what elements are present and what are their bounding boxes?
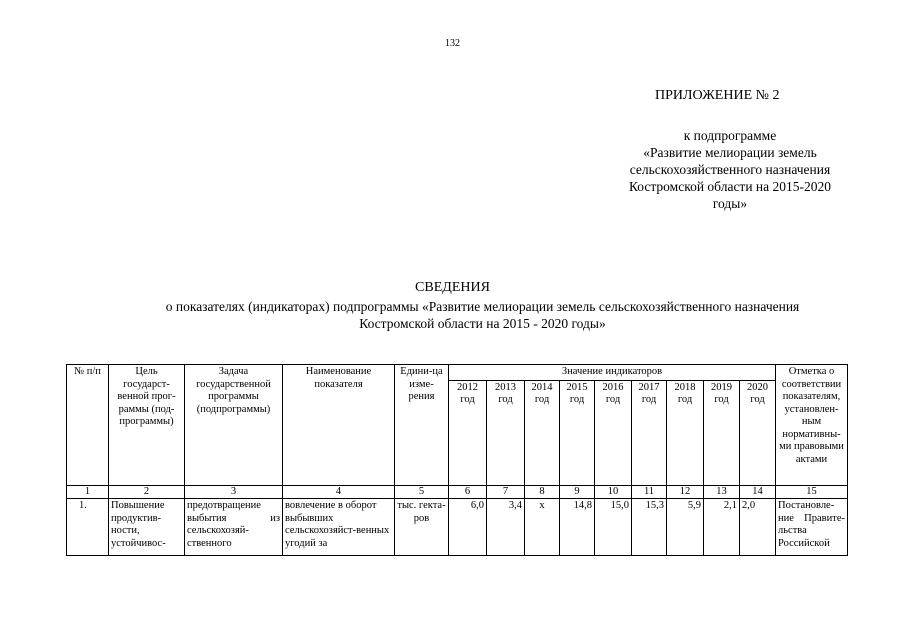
row-indicator: вовлечение в оборот выбывших сельскохозяйст-венных угодий за — [283, 499, 395, 556]
appendix-line: сельскохозяйственного назначения — [629, 162, 831, 177]
appendix-line: «Развитие мелиорации земель — [643, 145, 817, 160]
year-header — [525, 380, 560, 486]
row-value: 2,0 — [740, 499, 776, 556]
year-number: 2014 — [531, 381, 553, 393]
header-values-group: Значение индикаторов — [449, 365, 776, 381]
row-goal: Повышение продуктив-ности, устойчивос- — [109, 499, 185, 556]
row-value: 5,9 — [667, 499, 704, 556]
column-number: 10 — [595, 486, 632, 499]
header-unit: Едини-ца изме-рения — [395, 365, 449, 486]
year-number: 2016 — [602, 381, 624, 393]
year-label: год — [750, 394, 765, 405]
indicators-table — [66, 364, 848, 556]
document-subtitle — [60, 298, 905, 332]
year-label: год — [569, 394, 585, 405]
year-header — [595, 380, 632, 486]
table-header-row — [67, 365, 848, 381]
header-task: Задача государственной программы (подпрограммы) — [185, 365, 283, 486]
header-indicator: Наименование показателя — [283, 365, 395, 486]
table-row — [67, 499, 848, 556]
row-note: Постановле-ние Правите-льства Российской — [776, 499, 848, 556]
column-number: 11 — [632, 486, 667, 499]
year-header — [667, 380, 704, 486]
year-number: 2013 — [495, 381, 516, 393]
year-label: год — [534, 394, 550, 405]
year-label: год — [641, 394, 657, 405]
appendix-line: годы» — [712, 196, 748, 211]
column-number: 14 — [740, 486, 776, 499]
header-num: № п/п — [67, 365, 109, 486]
year-label: год — [605, 394, 621, 405]
year-label: год — [677, 394, 693, 405]
column-number: 8 — [525, 486, 560, 499]
row-value: 14,8 — [560, 499, 595, 556]
year-header — [740, 380, 776, 486]
year-number: 2012 — [457, 381, 478, 393]
document-title: СВЕДЕНИЯ — [415, 280, 490, 295]
year-header — [704, 380, 740, 486]
year-number: 2015 — [566, 381, 588, 393]
column-number: 9 — [560, 486, 595, 499]
appendix-line: Костромской области на 2015-2020 — [628, 179, 832, 194]
year-header — [449, 380, 487, 486]
row-value: 3,4 — [487, 499, 525, 556]
appendix-subtitle — [600, 127, 860, 212]
page-number: 132 — [445, 38, 460, 49]
year-label: год — [498, 394, 513, 405]
header-goal: Цель государст-венной прог-раммы (под-программы) — [109, 365, 185, 486]
column-number: 4 — [283, 486, 395, 499]
year-number: 2019 — [711, 381, 732, 393]
column-number: 7 — [487, 486, 525, 499]
column-number: 5 — [395, 486, 449, 499]
column-number: 12 — [667, 486, 704, 499]
year-label: год — [714, 394, 729, 405]
appendix-line: к подпрограмме — [683, 128, 777, 143]
row-value: 2,1 — [704, 499, 740, 556]
row-value: 15,3 — [632, 499, 667, 556]
row-num: 1. — [67, 499, 109, 556]
year-number: 2018 — [674, 381, 696, 393]
column-number: 6 — [449, 486, 487, 499]
row-value: х — [525, 499, 560, 556]
year-header — [632, 380, 667, 486]
year-number: 2017 — [638, 381, 660, 393]
column-number: 1 — [67, 486, 109, 499]
year-header — [487, 380, 525, 486]
column-number: 3 — [185, 486, 283, 499]
column-number: 13 — [704, 486, 740, 499]
appendix-title: ПРИЛОЖЕНИЕ № 2 — [655, 88, 780, 103]
column-number: 15 — [776, 486, 848, 499]
row-task: предотвращение выбытия из сельскохозяй-ственного — [185, 499, 283, 556]
year-number: 2020 — [747, 381, 768, 393]
row-unit: тыс. гекта-ров — [395, 499, 449, 556]
row-value: 6,0 — [449, 499, 487, 556]
subtitle-line: о показателях (индикаторах) подпрограммы «Развитие мелиорации земель сельскохозяйственного назначения — [165, 299, 800, 314]
column-numbers-row — [67, 486, 848, 499]
header-note: Отметка о соответствии показателям, установлен-ным нормативны-ми правовыми актами — [776, 365, 848, 486]
year-label: год — [460, 394, 475, 405]
column-number: 2 — [109, 486, 185, 499]
year-header — [560, 380, 595, 486]
subtitle-line: Костромской области на 2015 - 2020 годы» — [359, 316, 606, 331]
row-value: 15,0 — [595, 499, 632, 556]
